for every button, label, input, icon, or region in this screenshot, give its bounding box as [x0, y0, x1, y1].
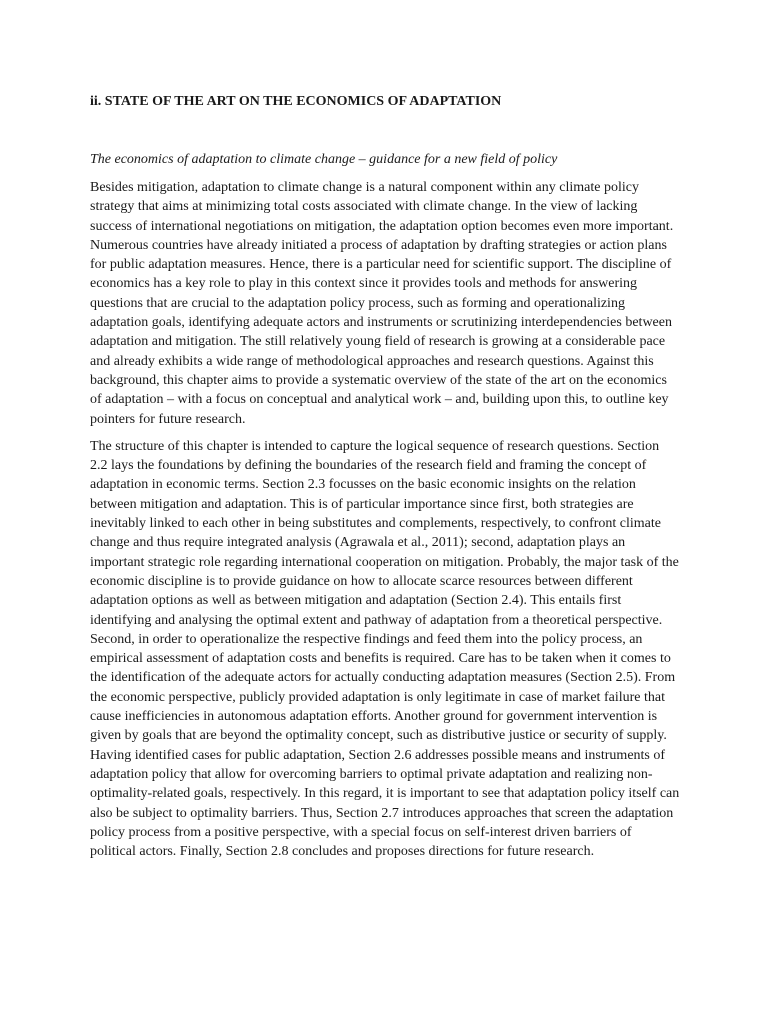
- document-page: [90, 92, 680, 869]
- section-heading: ii. STATE OF THE ART ON THE ECONOMICS OF ADAPTATION: [90, 94, 502, 109]
- paragraph-structure: The structure of this chapter is intended to capture the logical sequence of research questions. Section 2.2 lays the foundations by defining the boundaries of the research field and framing the concept of adaptation in economic terms. Section 2.3 focusses on the basic economic insights on the relation between mitigation and adaptation. This is of particular importance since first, both strategies are inevitably linked to each other in being substitutes and complements, respectively, to confront climate change and thus require integrated analysis (Agrawala et al., 2011); second, adaptation plays an important strategic role regarding international cooperation on mitigation. Probably, the major task of the economic discipline is to provide guidance on how to allocate scarce resources between different adaptation options as well as between mitigation and adaptation (Section 2.4). This entails first identifying and analysing the optimal extent and pathway of adaptation from a theoretical perspective. Second, in order to operationalize the respective findings and feed them into the policy process, an empirical assessment of adaptation costs and benefits is required. Care has to be taken when it comes to the identification of the adequate actors for actually conducting adaptation measures (Section 2.5). From the economic perspective, publicly provided adaptation is only legitimate in case of market failure that cause inefficiencies in autonomous adaptation efforts. Another ground for government intervention is given by goals that are beyond the optimality concept, such as distributive justice or security of supply. Having identified cases for public adaptation, Section 2.6 addresses possible means and instruments of adaptation policy that allow for overcoming barriers to optimal private adaptation and realizing non-optimality-related goals, respectively. In this regard, it is important to see that adaptation policy itself can also be subject to optimality barriers. Thus, Section 2.7 introduces approaches that screen the adaptation policy process from a positive perspective, with a special focus on self-interest driven barriers of political actors. Finally, Section 2.8 concludes and proposes directions for future research.: [90, 438, 680, 860]
- paragraph-intro: Besides mitigation, adaptation to climate change is a natural component within any climate policy strategy that aims at minimizing total costs associated with climate change. In the view of lacking success of international negotiations on mitigation, the adaptation option becomes even more important. Numerous countries have already initiated a process of adaptation by drafting strategies or action plans for public adaptation measures. Hence, there is a particular need for scientific support. The discipline of economics has a key role to play in this context since it provides tools and methods for answering questions that are crucial to the adaptation policy process, such as forming and operationalizing adaptation goals, identifying adequate actors and instruments or scrutinizing interdependencies between adaptation and mitigation. The still relatively young field of research is growing at a considerable pace and already exhibits a wide range of methodological approaches and research questions. Against this background, this chapter aims to provide a systematic overview of the state of the art on the economics of adaptation – with a focus on conceptual and analytical work – and, building upon this, to outline key pointers for future research.: [90, 180, 674, 427]
- subheading: The economics of adaptation to climate change – guidance for a new field of policy: [90, 152, 558, 167]
